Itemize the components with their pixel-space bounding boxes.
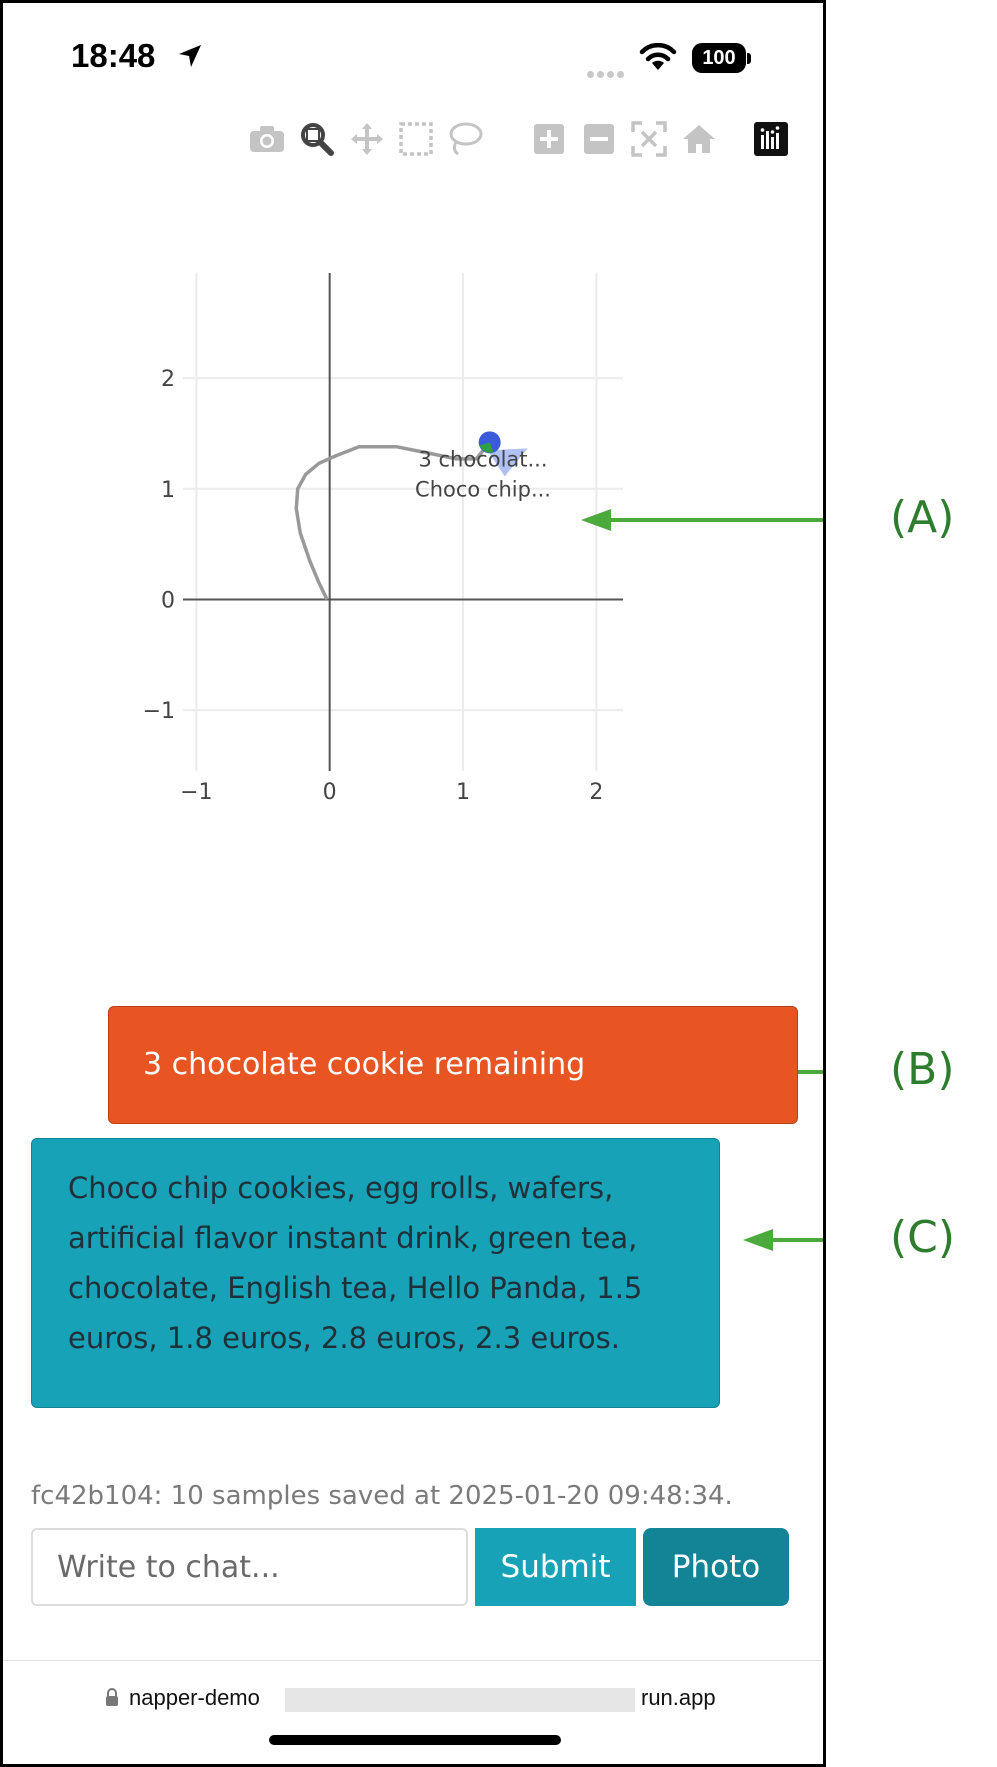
box-select-icon[interactable] — [396, 115, 436, 163]
x-tick-label: 0 — [322, 780, 337, 805]
save-status-text: fc42b104: 10 samples saved at 2025-01-20 09:48:34. — [31, 1481, 733, 1511]
url-bar[interactable] — [3, 1685, 826, 1715]
url-host-suffix: run.app — [641, 1685, 716, 1710]
x-tick-label: −1 — [180, 780, 213, 805]
annotation-label-c: (C) — [890, 1212, 956, 1263]
lasso-icon[interactable] — [445, 115, 485, 163]
location-arrow-icon — [177, 43, 203, 69]
chat-input[interactable] — [31, 1528, 468, 1606]
home-indicator — [269, 1735, 561, 1745]
plot-modebar — [3, 115, 826, 165]
hover-label: Choco chip... — [415, 477, 551, 502]
status-time: 18:48 — [71, 37, 156, 74]
annotation-arrow-c — [743, 1225, 826, 1255]
battery-nub — [747, 53, 751, 64]
hover-label: 3 chocolat... — [418, 447, 548, 472]
y-tick-label: 2 — [161, 367, 175, 393]
battery-icon: 100 — [692, 43, 746, 73]
zoom-out-icon[interactable] — [579, 115, 619, 163]
chart-tick-labels — [143, 367, 603, 805]
chart-grid — [183, 273, 623, 771]
lock-icon — [105, 1688, 119, 1706]
annotation-label-a: (A) — [890, 492, 955, 543]
y-tick-label: 1 — [161, 477, 175, 503]
annotation-arrow-a — [581, 505, 826, 535]
x-tick-label: 2 — [589, 780, 604, 805]
cell-signal-icon — [587, 63, 627, 82]
camera-icon[interactable] — [247, 115, 287, 163]
items-info-box: Choco chip cookies, egg rolls, wafers, artificial flavor instant drink, green tea, chocolate, English tea, Hello Panda, 1.5 euros, 1.8 euros, 2.8 euros, 2.3 euros. — [31, 1138, 720, 1408]
autoscale-icon[interactable] — [629, 115, 669, 163]
zoom-in-icon[interactable] — [529, 115, 569, 163]
submit-button[interactable]: Submit — [475, 1528, 636, 1606]
zoom-icon[interactable] — [297, 115, 337, 163]
photo-button[interactable]: Photo — [643, 1528, 789, 1606]
url-bar-divider — [3, 1660, 826, 1661]
x-tick-label: 1 — [456, 780, 470, 805]
chart-axes — [183, 273, 623, 771]
annotation-label-b: (B) — [890, 1044, 955, 1095]
y-tick-label: −1 — [143, 699, 175, 725]
y-tick-label: 0 — [161, 588, 175, 614]
reset-axes-icon[interactable] — [679, 115, 719, 163]
url-host-prefix: napper-demo — [129, 1685, 260, 1710]
plotly-logo-icon[interactable] — [751, 115, 791, 163]
wifi-icon — [639, 43, 677, 71]
remaining-alert: 3 chocolate cookie remaining — [108, 1006, 798, 1124]
url-redaction — [285, 1688, 635, 1712]
trajectory-chart — [143, 273, 663, 913]
chart-hover-labels — [415, 448, 551, 502]
pan-icon[interactable] — [347, 115, 387, 163]
